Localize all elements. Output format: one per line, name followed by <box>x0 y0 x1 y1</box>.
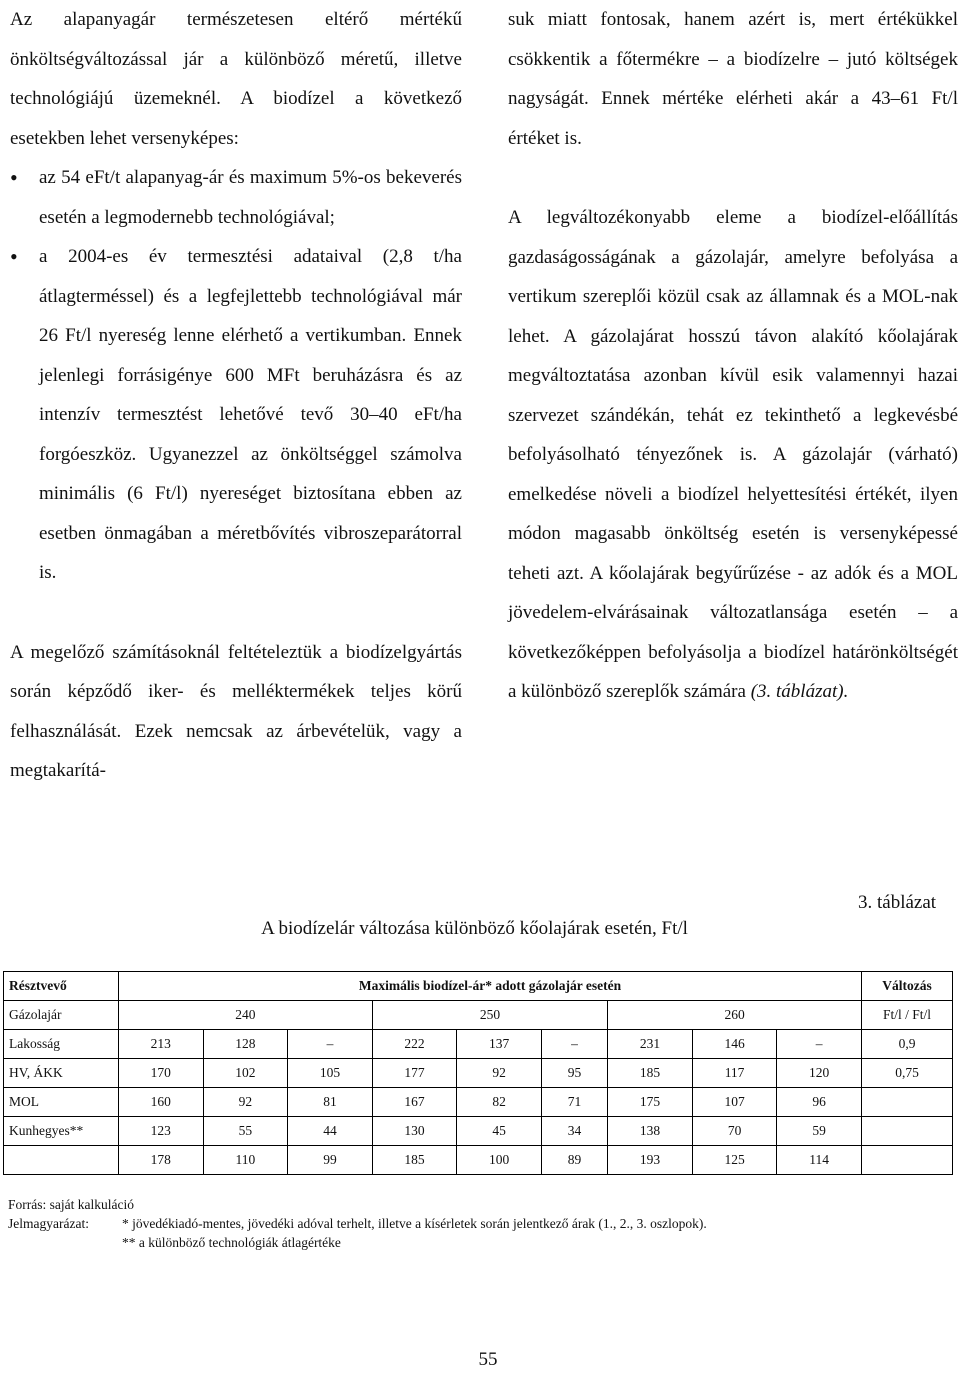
table-cell: 185 <box>372 1146 457 1175</box>
gas-price-cell: 260 <box>608 1001 862 1030</box>
table-row <box>4 1030 953 1059</box>
right-paragraph-1: suk miatt fontosak, hanem azért is, mert értékükkel csökkentik a főtermékre – a biodízelre – jutó költségek nagyságát. Ennek mértéke elérheti akár a 43–61 Ft/l értéket is. <box>508 9 958 149</box>
table-cell: 95 <box>541 1059 607 1088</box>
table-cell: 92 <box>457 1059 542 1088</box>
table-cell: 99 <box>288 1146 373 1175</box>
table-header-row <box>4 972 953 1001</box>
table-cell: 44 <box>288 1117 373 1146</box>
table-cell: 137 <box>457 1030 542 1059</box>
table-row <box>4 1088 953 1117</box>
row-label: Kunhegyes** <box>4 1117 119 1146</box>
table-cell: 100 <box>457 1146 542 1175</box>
list-item: • a 2004-es év termesztési adataival (2,8 t/ha átlagterméssel) és a legfejlettebb technológiával már 26 Ft/l nyereség lenne elérhető a vertikumban. Ennek jelenlegi forrásigénye 600 MFt beruházásra és az intenzív termesztést lehetővé tevő 30–40 eFt/ha forgóeszköz. Ugyanezzel az önköltséggel számolva minimális (6 Ft/l) nyereséget biztosítana ebben az esetben önmagában a méretbővítés vibroszeparátorral is. <box>10 237 462 593</box>
table-cell: 81 <box>288 1088 373 1117</box>
table-cell: 178 <box>119 1146 204 1175</box>
table-reference: (3. táblázat). <box>750 681 849 702</box>
header-change: Változás <box>862 972 953 1001</box>
gas-price-cell: 250 <box>372 1001 607 1030</box>
change-cell: 0,9 <box>862 1030 953 1059</box>
table-cell: 170 <box>119 1059 204 1088</box>
table-cell: 107 <box>692 1088 777 1117</box>
table-cell: 175 <box>608 1088 693 1117</box>
table-title: A biodízelár változása különböző kőolajárak esetén, Ft/l <box>261 918 688 939</box>
table-cell: 146 <box>692 1030 777 1059</box>
table-cell: 128 <box>203 1030 288 1059</box>
legend-row <box>8 1214 707 1233</box>
left-paragraph-2: A megelőző számításoknál feltételeztük a biodízelgyártás során képződő iker- és melléktermékek teljes körű felhasználását. Ezek nemcsak az árbevételük, vagy a megtakarítá- <box>10 641 462 781</box>
right-paragraph-2 <box>508 198 958 712</box>
row-label <box>4 1146 119 1175</box>
biodiesel-price-table <box>3 971 953 1175</box>
page-number: 55 <box>478 1349 498 1370</box>
table-row <box>4 1117 953 1146</box>
left-text-column <box>10 0 462 791</box>
gas-price-cell: 240 <box>119 1001 373 1030</box>
table-cell: 123 <box>119 1117 204 1146</box>
source-note: Forrás: saját kalkuláció <box>8 1197 134 1212</box>
table-cell: 160 <box>119 1088 204 1117</box>
gas-price-row <box>4 1001 953 1030</box>
table-cell: – <box>777 1030 862 1059</box>
legend-line-1: * jövedékiadó-mentes, jövedéki adóval terhelt, illetve a kísérletek során jelentkező árak (1., 2., 3. oszlopok). <box>122 1216 707 1231</box>
table-notes <box>8 1195 707 1252</box>
table-cell: 177 <box>372 1059 457 1088</box>
table-cell: 125 <box>692 1146 777 1175</box>
table-cell: 117 <box>692 1059 777 1088</box>
table-cell: 102 <box>203 1059 288 1088</box>
table-cell: 71 <box>541 1088 607 1117</box>
header-max-price: Maximális biodízel-ár* adott gázolajár esetén <box>119 972 862 1001</box>
table-cell: 231 <box>608 1030 693 1059</box>
table-cell: 96 <box>777 1088 862 1117</box>
right-paragraph-2-text: A legváltozékonyabb eleme a biodízel-előállítás gazdaságosságának a gázolajár, amelyre befolyása a vertikum szereplői közül csak az államnak és a MOL-nak lehet. A gázolajárat hosszú távon alakító kőolajárak megváltoztatása azonban kívül esik valamennyi hazai szervezet szándékán, tehát ez tekinthető a legkevésbé befolyásolható tényezőnek is. A gázolajár (várható) emelkedése növeli a biodízel helyettesítési értékét, ilyen módon magasabb önköltség esetén is versenyképessé teheti azt. A kőolajárak begyűrűzése - az adók és a MOL jövedelem-elvárásainak változatlansága esetén – a következőképpen befolyásolja a biodízel határönköltségét a különböző szereplők számára <box>508 207 958 702</box>
table-cell: 105 <box>288 1059 373 1088</box>
change-unit: Ft/l / Ft/l <box>862 1001 953 1030</box>
row-label: HV, ÁKK <box>4 1059 119 1088</box>
table-cell: 110 <box>203 1146 288 1175</box>
change-cell: 0,75 <box>862 1059 953 1088</box>
row-label: MOL <box>4 1088 119 1117</box>
table-cell: 34 <box>541 1117 607 1146</box>
table-cell: 213 <box>119 1030 204 1059</box>
row-label: Lakosság <box>4 1030 119 1059</box>
gas-price-label: Gázolajár <box>4 1001 119 1030</box>
table-cell: 82 <box>457 1088 542 1117</box>
list-item: • az 54 eFt/t alapanyag-ár és maximum 5%-os bekeverés esetén a legmodernebb technológiával; <box>10 158 462 237</box>
table-cell: 185 <box>608 1059 693 1088</box>
table-cell: 138 <box>608 1117 693 1146</box>
table-cell: 222 <box>372 1030 457 1059</box>
table-cell: – <box>288 1030 373 1059</box>
change-cell <box>862 1146 953 1175</box>
table-cell: 70 <box>692 1117 777 1146</box>
table-cell: 193 <box>608 1146 693 1175</box>
table-cell: – <box>541 1030 607 1059</box>
table-cell: 167 <box>372 1088 457 1117</box>
legend-key: Jelmagyarázat: <box>8 1216 89 1231</box>
table-cell: 45 <box>457 1117 542 1146</box>
table-cell: 59 <box>777 1117 862 1146</box>
table-cell: 130 <box>372 1117 457 1146</box>
table-cell: 120 <box>777 1059 862 1088</box>
table-title-wrap <box>0 918 960 940</box>
legend-line-2: ** a különböző technológiák átlagértéke <box>122 1235 341 1250</box>
right-text-column <box>508 0 958 712</box>
table-row <box>4 1146 953 1175</box>
table-row <box>4 1059 953 1088</box>
table-number: 3. táblázat <box>858 892 937 913</box>
table-cell: 92 <box>203 1088 288 1117</box>
conditions-list <box>10 158 462 593</box>
change-cell <box>862 1088 953 1117</box>
header-participant: Résztvevő <box>4 972 119 1001</box>
left-paragraph-1: Az alapanyagár természetesen eltérő mértékű önköltségváltozással jár a különböző méretű, illetve technológiájú üzemeknél. A biodízel a következő esetekben lehet versenyképes: <box>10 9 462 149</box>
change-cell <box>862 1117 953 1146</box>
table-cell: 114 <box>777 1146 862 1175</box>
table-cell: 89 <box>541 1146 607 1175</box>
table-cell: 55 <box>203 1117 288 1146</box>
